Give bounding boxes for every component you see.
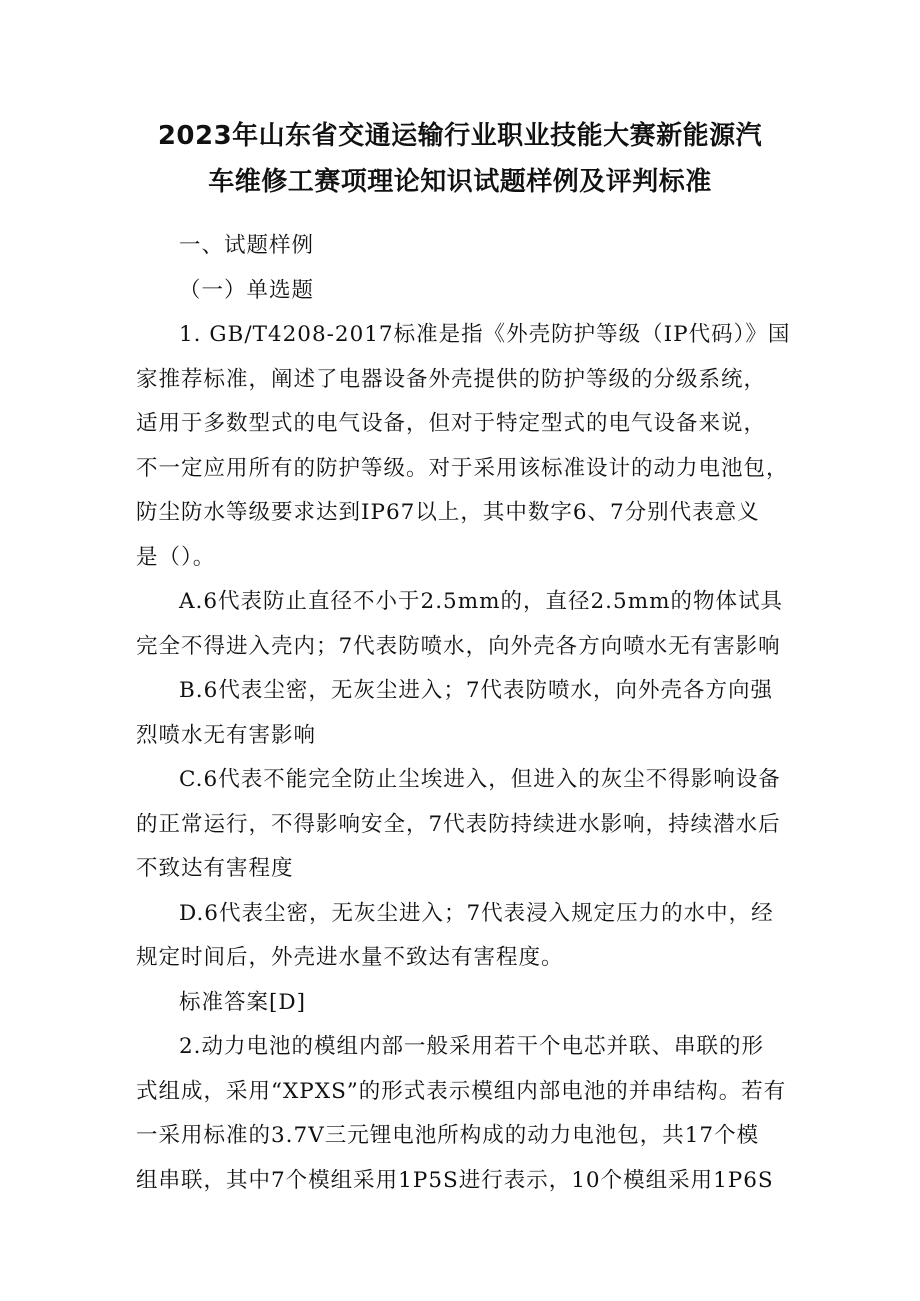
option-d: D.6代表尘密，无灰尘进入；7代表浸入规定压力的水中，经 规定时间后，外壳进水量不致达有害程度。: [136, 900, 774, 970]
section-heading: 一、试题样例: [179, 233, 315, 258]
subsection-heading: （一）单选题: [179, 277, 315, 303]
option-c: C.6代表不能完全防止尘埃进入，但进入的灰尘不得影响设备 的正常运行，不得影响安全，7代表防持续进水影响，持续潜水后 不致达有害程度: [136, 767, 781, 881]
title-line-2: 车维修工赛项理论知识试题样例及评判标准: [208, 167, 712, 197]
answer-line: 标准答案[D]: [179, 989, 307, 1015]
document-title: [100, 113, 820, 205]
question-1-stem: 1. GB/T4208-2017标准是指《外壳防护等级（IP代码）》国 家推荐标准，阐述了电器设备外壳提供的防护等级的分级系统， 适用于多数型式的电气设备，但对于特定型式的电气设备来说， 不一定应用所有的防护等级。对于采用该标准设计的动力电池包， 防尘防水等级要求达到IP67以上，其中数字6、7分别代表意义 是（）。: [136, 322, 791, 570]
title-line-1: 2023年山东省交通运输行业职业技能大赛新能源汽: [157, 121, 763, 151]
option-b: B.6代表尘密，无灰尘进入；7代表防喷水，向外壳各方向强 烈喷水无有害影响: [136, 678, 773, 748]
document-body: [136, 224, 792, 1203]
option-a: A.6代表防止直径不小于2.5mm的，直径2.5mm的物体试具 完全不得进入壳内；7代表防喷水，向外壳各方向喷水无有害影响: [136, 589, 783, 659]
question-2-stem: 2.动力电池的模组内部一般采用若干个电芯并联、串联的形 式组成，采用“XPXS”的形式表示模组内部电池的并串结构。若有 一采用标准的3.7V三元锂电池所构成的动力电池包，共17个模 组串联，其中7个模组采用1P5S进行表示，10个模组采用1P6S: [136, 1034, 787, 1193]
